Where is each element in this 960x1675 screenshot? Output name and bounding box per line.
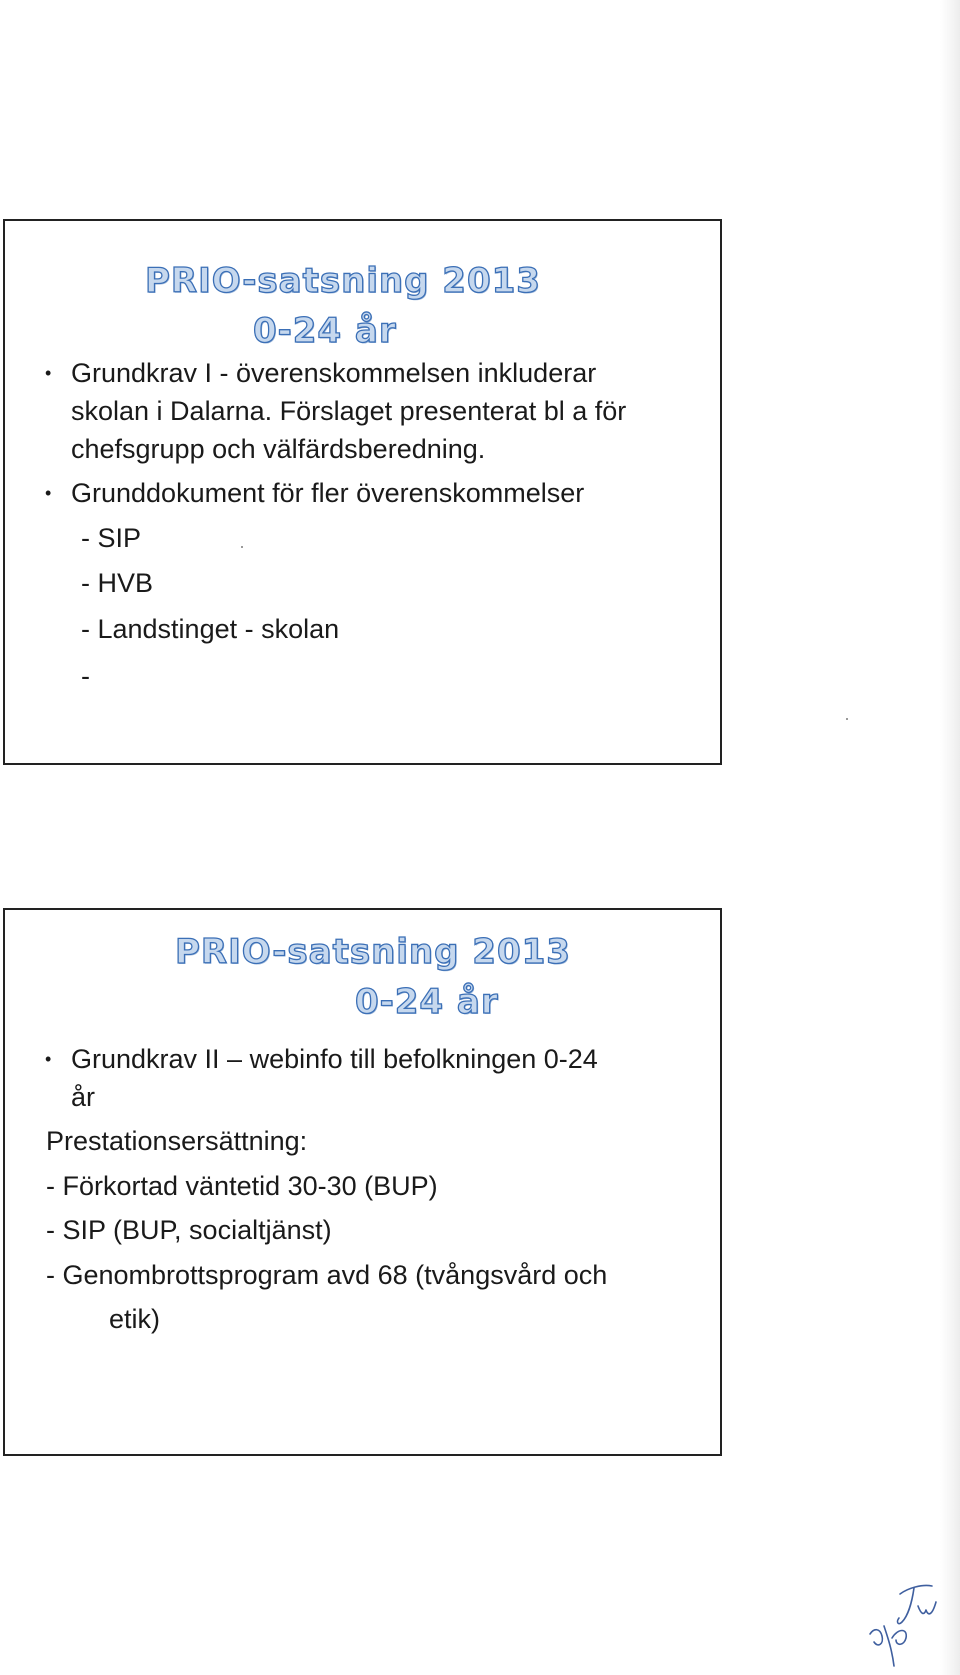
slide-2-dash-item-vantetid: - Förkortad väntetid 30-30 (BUP) — [46, 1171, 438, 1201]
bullet-marker: • — [45, 363, 52, 383]
slide-1-dash-item-sip: - SIP — [81, 523, 142, 553]
slide-2-subtitle: 0-24 år — [355, 982, 499, 1022]
bullet-marker: • — [45, 483, 52, 503]
handwritten-initials-signature — [866, 1580, 942, 1668]
slide-2-dash-item-continuation: etik) — [109, 1304, 161, 1334]
slide-2-bullet-1-line-1: Grundkrav II – webinfo till befolkningen 0-24 — [71, 1044, 598, 1074]
slide-1-bullet-1-line-3: chefsgrupp och välfärdsberedning. — [71, 434, 486, 464]
slide-1-dash-item-landstinget: - Landstinget - skolan — [81, 614, 340, 644]
slide-2-heading: Prestationsersättning: — [46, 1126, 308, 1156]
slide-1-bullet-1-line-1: Grundkrav I - överenskommelsen inkluderar — [71, 358, 597, 388]
page-edge-shadow — [940, 0, 960, 1675]
scan-speck — [241, 546, 243, 548]
slide-1-bullet-1-line-2: skolan i Dalarna. Förslaget presenterat bl a för — [71, 396, 627, 426]
slide-1-subtitle: 0-24 år — [253, 311, 397, 351]
slide-2-title: PRIO-satsning 2013 — [175, 932, 571, 972]
slide-1 — [3, 219, 722, 765]
scan-speck — [846, 718, 848, 720]
slide-2-bullet-1-line-2: år — [71, 1082, 96, 1112]
slide-1-title: PRIO-satsning 2013 — [145, 261, 541, 301]
bullet-marker: • — [45, 1049, 52, 1069]
slide-1-dash-item-hvb: - HVB — [81, 568, 154, 598]
slide-2 — [3, 908, 722, 1456]
slide-2-dash-item-sip: - SIP (BUP, socialtjänst) — [46, 1215, 332, 1245]
slide-1-dash-item-empty: - — [81, 661, 90, 691]
slide-2-dash-item-genombrott: - Genombrottsprogram avd 68 (tvångsvård och — [46, 1260, 608, 1290]
slide-1-bullet-2: Grunddokument för fler överenskommelser — [71, 478, 585, 508]
